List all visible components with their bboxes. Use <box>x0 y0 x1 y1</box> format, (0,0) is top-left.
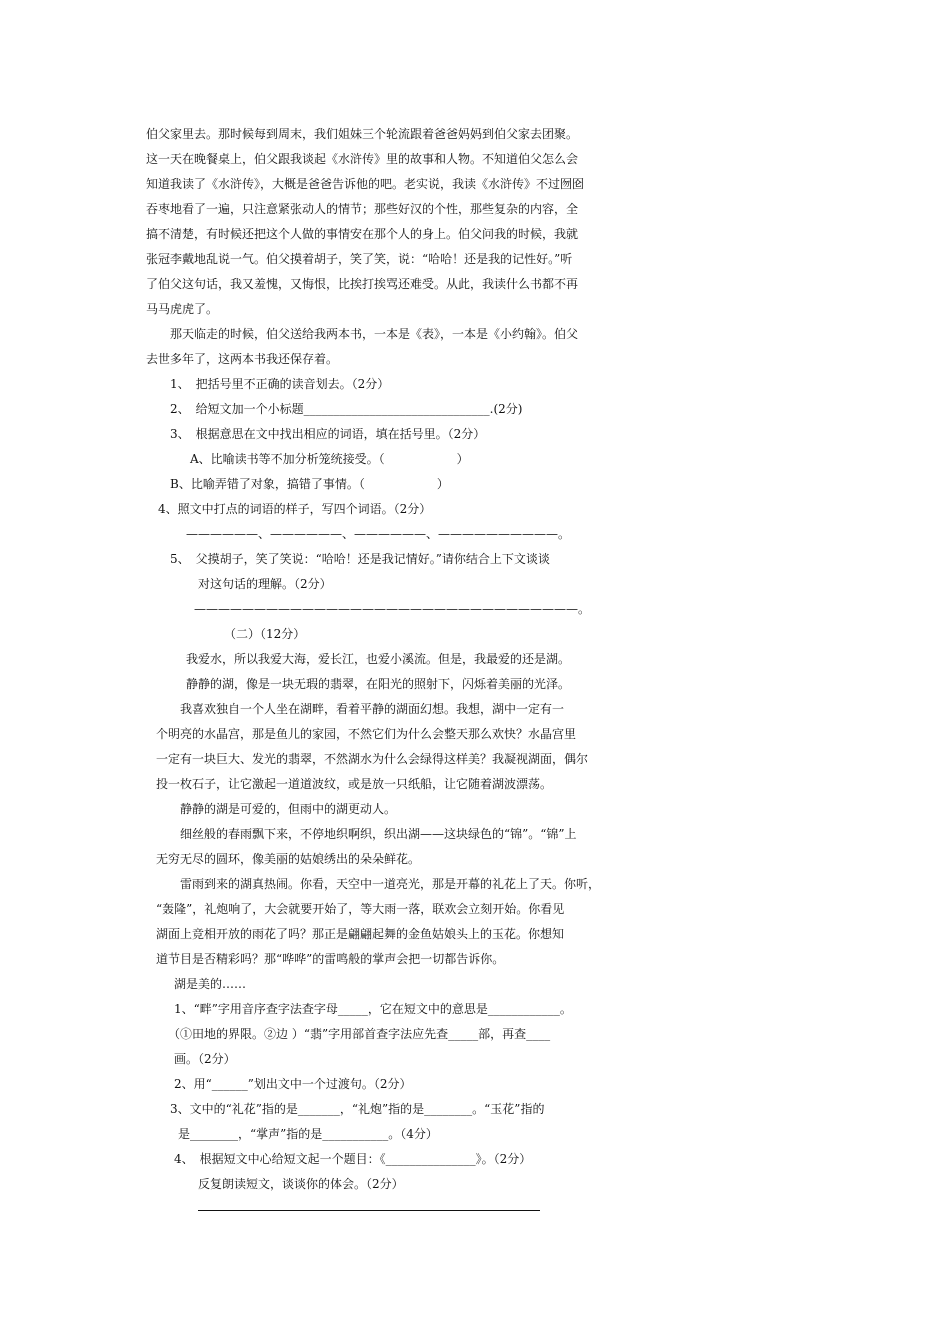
passage-one-line: 去世多年了，这两本书我还保存着。 <box>146 352 339 366</box>
question-line: 反复朗读短文，谈谈你的体会。（2分） <box>198 1177 404 1191</box>
question-line: 2、用“______”划出文中一个过渡句。（2分） <box>174 1077 412 1091</box>
question-line: 4、照文中打点的词语的样子，写四个词语。（2分） <box>158 502 432 516</box>
passage-two-line: 无穷无尽的圆环，像美丽的姑娘绣出的朵朵鲜花。 <box>156 852 421 866</box>
passage-two-line: 我喜欢独自一个人坐在湖畔，看着平静的湖面幻想。我想，湖中一定有一 <box>180 702 565 716</box>
question-line: B、比喻弄错了对象，搞错了事情。（ ） <box>170 477 449 491</box>
passage-one-line: 张冠李戴地乱说一气。伯父摸着胡子，笑了笑，说：“哈哈！还是我的记性好。”听 <box>146 252 573 266</box>
passage-one-line: 这一天在晚餐桌上，伯父跟我谈起《水浒传》里的故事和人物。不知道伯父怎么会 <box>146 152 579 166</box>
passage-two-line: “轰隆”，礼炮响了，大会就要开始了，等大雨一落，联欢会立刻开始。你看见 <box>156 902 565 916</box>
passage-two-line: 投一枚石子，让它激起一道道波纹，或是放一只纸船，让它随着湖波漂荡。 <box>156 777 553 791</box>
passage-two-line: 一定有一块巨大、发光的翡翠，不然湖水为什么会绿得这样美？我凝视湖面，偶尔 <box>156 752 589 766</box>
passage-two-line: 湖面上竞相开放的雨花了吗？那正是翩翩起舞的金鱼姑娘头上的玉花。你想知 <box>156 927 565 941</box>
passage-two-line: 静静的湖是可爱的，但雨中的湖更动人。 <box>180 802 397 816</box>
question-line: （①田地的界限。②边 ）“翡”字用部首查字法应先查_____部，再查____ <box>168 1027 551 1041</box>
question-line: 对这句话的理解。（2分） <box>198 577 332 591</box>
passage-two-line: 个明亮的水晶宫，那是鱼儿的家园，不然它们为什么会整天那么欢快？水晶宫里 <box>156 727 577 741</box>
answer-blank-line: ——————、——————、——————、——————————。 <box>186 527 571 541</box>
question-line: 3、 根据意思在文中找出相应的词语，填在括号里。（2分） <box>170 427 486 441</box>
question-line: 1、“畔”字用音序查字法查字母_____，它在短文中的意思是____________。 <box>174 1002 572 1016</box>
passage-one-line: 那天临走的时候，伯父送给我两本书，一本是《表》，一本是《小约翰》。伯父 <box>170 327 579 341</box>
passage-two-line: 我爱水，所以我爱大海，爱长江，也爱小溪流。但是，我最爱的还是湖。 <box>186 652 571 666</box>
passage-two-line: 静静的湖，像是一块无瑕的翡翠，在阳光的照射下，闪烁着美丽的光泽。 <box>186 677 571 691</box>
passage-two-line: 细丝般的春雨飘下来，不停地织啊织，织出湖——这块绿色的“锦”。“锦”上 <box>180 827 577 841</box>
passage-one-line: 了伯父这句话，我又羞愧，又悔恨，比挨打挨骂还难受。从此，我读什么书都不再 <box>146 277 579 291</box>
passage-one-line: 知道我读了《水浒传》，大概是爸爸告诉他的吧。老实说，我读《水浒传》不过囫囵 <box>146 177 585 191</box>
passage-two-line: 道节目是否精彩吗？那“哗哗”的雷鸣般的掌声会把一切都告诉你。 <box>156 952 505 966</box>
answer-rule <box>198 1210 540 1211</box>
question-line: 2、 给短文加一个小标题_______________________________.(2分) <box>170 402 523 416</box>
passage-two-line: 湖是美的…… <box>174 977 247 991</box>
passage-one-line: 吞枣地看了一遍，只注意紧张动人的情节；那些好汉的个性，那些复杂的内容，全 <box>146 202 579 216</box>
passage-one-line: 马马虎虎了。 <box>146 302 219 316</box>
question-line: 3、文中的“礼花”指的是_______，“礼炮”指的是________。“玉花”指的 <box>170 1102 545 1116</box>
passage-one-line: 搞不清楚，有时候还把这个人做的事情安在那个人的身上。伯父问我的时候，我就 <box>146 227 579 241</box>
passage-two-line: 雷雨到来的湖真热闹。你看，天空中一道亮光，那是开幕的礼花上了天。你听， <box>180 877 601 891</box>
question-line: 5、 父摸胡子，笑了笑说：“哈哈！还是我记情好。”请你结合上下文谈谈 <box>170 552 550 566</box>
passage-one-line: 伯父家里去。那时候每到周末，我们姐妹三个轮流跟着爸爸妈妈到伯父家去团聚。 <box>146 127 579 141</box>
question-line: 1、 把括号里不正确的读音划去。（2分） <box>170 377 390 391</box>
question-line: 画。（2分） <box>174 1052 236 1066</box>
question-line: A、比喻读书等不加分析笼统接受。（ ） <box>190 452 469 466</box>
section-two-title: （二）（12分） <box>224 627 306 641</box>
question-line: 4、 根据短文中心给短文起一个题目：《_______________》。（2分） <box>174 1152 532 1166</box>
answer-blank-line: ————————————————————————————————。 <box>194 602 591 616</box>
question-line: 是________，“掌声”指的是___________。（4分） <box>178 1127 438 1141</box>
